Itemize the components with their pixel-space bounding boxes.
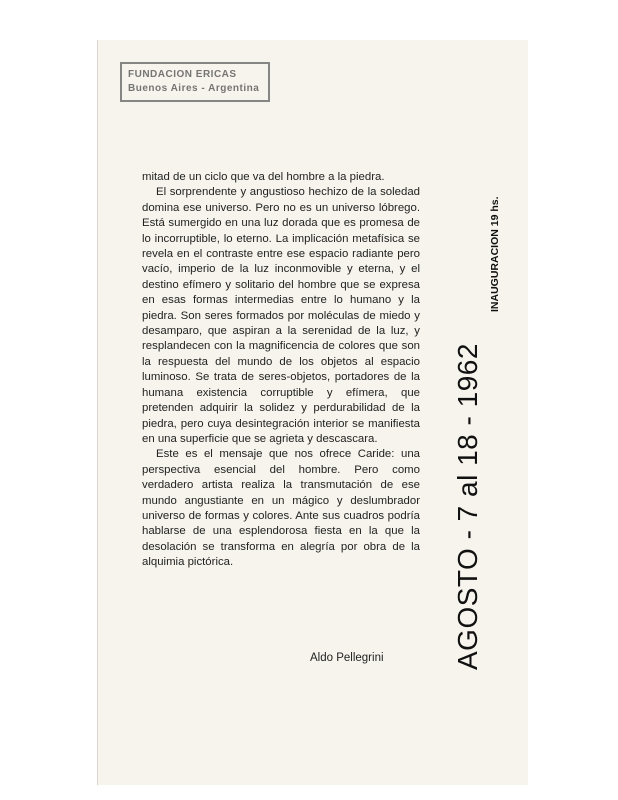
foundation-stamp (120, 62, 270, 102)
author-signature: Aldo Pellegrini (310, 652, 384, 664)
date-range: AGOSTO - 7 al 18 - 1962 (452, 343, 483, 670)
paragraph-1: mitad de un ciclo que va del hombre a la piedra. (142, 171, 385, 183)
paragraph-3: Este es el mensaje que nos ofrece Caride: una perspectiva esencial del hombre. Pero como verdadero artista realiza la transmutación de ese mundo angustiante en un mágico y deslumbrador universo de formas y colores. Ante sus cuadros podría hablarse de una esplendorosa fiesta en la que la desolación se transforma en alegría por obra de la alquimia pictórica. (142, 448, 420, 569)
stamp-line-1: FUNDACION ERICAS (128, 69, 237, 80)
stamp-line-2: Buenos Aires - Argentina (128, 83, 260, 94)
essay-text (142, 170, 420, 571)
exhibition-dates (452, 196, 501, 670)
paragraph-2: El sorprendente y angustioso hechizo de la soledad domina ese universo. Pero no es un universo lóbrego. Está sumergido en una luz dorada que es promesa de lo incorruptible, lo eterno. La implicación metafísica se revela en el contraste entre ese espacio radiante pero vacío, imperio de la luz inconmovible y eterna, y el destino efímero y solitario del hombre que se expresa en esas formas intermedias entre lo humano y la piedra. Son seres formados por moléculas de miedo y desamparo, que aspiran a la serenidad de la luz, y resplandecen con la magnificencia de colores que son la respuesta del mundo de los objetos al espacio luminoso. Se trata de seres-objetos, portadores de la humana existencia corruptible y efímera, que pretenden adquirir la solidez y perdurabilidad de la piedra, pero cuya desintegración interior se manifiesta en una superficie que se agrieta y descascara. (142, 186, 420, 445)
opening-time: INAUGURACION 19 hs. (489, 196, 501, 312)
